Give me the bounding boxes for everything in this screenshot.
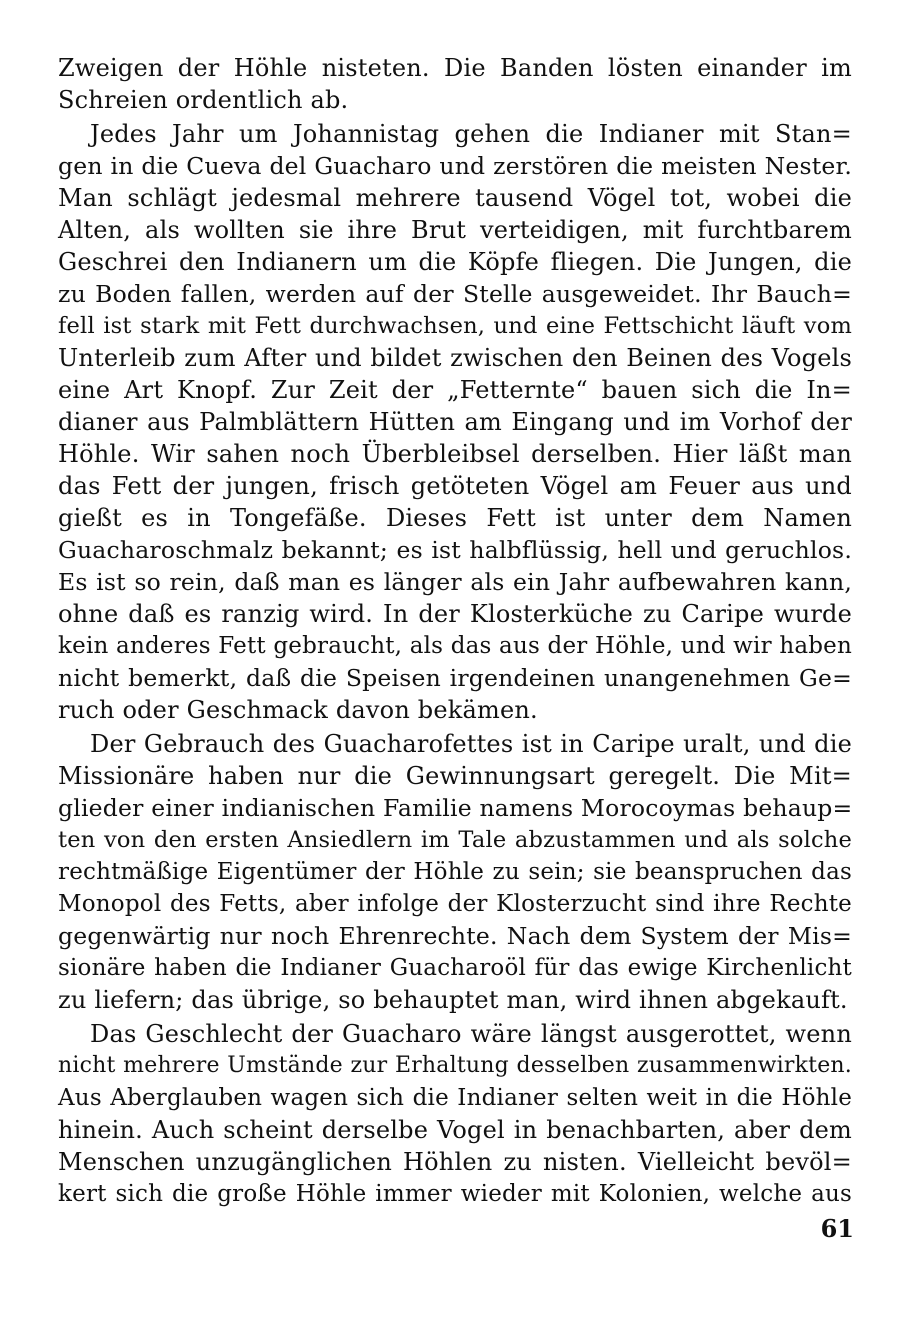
text-line: eine Art Knopf. Zur Zeit der „Fetternte“ bauen sich die In= xyxy=(58,376,852,404)
text-line: Höhle. Wir sahen noch Überbleibsel derselben. Hier läßt man xyxy=(58,440,852,468)
text-line: Der Gebrauch des Guacharofettes ist in Caripe uralt, und die xyxy=(90,730,852,758)
text-line: gießt es in Tongefäße. Dieses Fett ist unter dem Namen xyxy=(58,504,852,532)
text-line: ruch oder Geschmack davon bekämen. xyxy=(58,696,538,724)
text-line: Monopol des Fetts, aber infolge der Klosterzucht sind ihre Rechte xyxy=(58,891,852,917)
text-line: Jedes Jahr um Johannistag gehen die Indianer mit Stan= xyxy=(90,120,852,148)
text-line: ten von den ersten Ansiedlern im Tale abzustammen und als solche xyxy=(58,827,852,853)
text-line: Guacharoschmalz bekannt; es ist halbflüssig, hell und geruchlos. xyxy=(58,536,852,564)
text-line: Zweigen der Höhle nisteten. Die Banden lösten einander im xyxy=(58,54,852,82)
text-line: rechtmäßige Eigentümer der Höhle zu sein; sie beanspruchen das xyxy=(58,859,852,885)
text-line: Das Geschlecht der Guacharo wäre längst ausgerottet, wenn xyxy=(90,1020,852,1048)
book-page xyxy=(58,52,852,1272)
text-line: Aus Aberglauben wagen sich die Indianer selten weit in die Höhle xyxy=(58,1085,852,1111)
text-line: kein anderes Fett gebraucht, als das aus der Höhle, und wir haben xyxy=(58,633,852,659)
text-line: Unterleib zum After und bildet zwischen den Beinen des Vogels xyxy=(58,344,852,372)
text-line: Menschen unzugänglichen Höhlen zu nisten. Vielleicht bevöl= xyxy=(58,1148,852,1176)
text-line: hinein. Auch scheint derselbe Vogel in benachbarten, aber dem xyxy=(58,1116,852,1144)
page-number: 61 xyxy=(820,1214,854,1243)
text-line: zu liefern; das übrige, so behauptet man, wird ihnen abgekauft. xyxy=(58,986,848,1014)
text-line: Missionäre haben nur die Gewinnungsart geregelt. Die Mit= xyxy=(58,762,852,790)
text-line: nicht mehrere Umstände zur Erhaltung desselben zusammenwirkten. xyxy=(58,1053,852,1078)
text-line: fell ist stark mit Fett durchwachsen, und eine Fettschicht läuft vom xyxy=(58,313,852,339)
text-line: gegenwärtig nur noch Ehrenrechte. Nach dem System der Mis= xyxy=(58,922,852,950)
text-line: Es ist so rein, daß man es länger als ein Jahr aufbewahren kann, xyxy=(58,568,852,596)
text-line: sionäre haben die Indianer Guacharoöl für das ewige Kirchenlicht xyxy=(58,955,852,981)
text-line: dianer aus Palmblättern Hütten am Eingang und im Vorhof der xyxy=(58,408,852,436)
text-line: Man schlägt jedesmal mehrere tausend Vögel tot, wobei die xyxy=(58,184,852,212)
text-line: gen in die Cueva del Guacharo und zerstören die meisten Nester. xyxy=(58,152,852,180)
text-line: kert sich die große Höhle immer wieder mit Kolonien, welche aus xyxy=(58,1181,852,1207)
text-line: das Fett der jungen, frisch getöteten Vögel am Feuer aus und xyxy=(58,472,852,500)
text-line: glieder einer indianischen Familie namens Morocoymas behaup= xyxy=(58,794,853,822)
text-line: Geschrei den Indianern um die Köpfe fliegen. Die Jungen, die xyxy=(58,248,852,276)
text-line: ohne daß es ranzig wird. In der Klosterküche zu Caripe wurde xyxy=(58,600,852,628)
text-line: zu Boden fallen, werden auf der Stelle ausgeweidet. Ihr Bauch= xyxy=(58,280,852,308)
text-line: Alten, als wollten sie ihre Brut verteidigen, mit furchtbarem xyxy=(58,216,852,244)
text-line: nicht bemerkt, daß die Speisen irgendeinen unangenehmen Ge= xyxy=(58,664,852,692)
text-line: Schreien ordentlich ab. xyxy=(58,86,349,114)
